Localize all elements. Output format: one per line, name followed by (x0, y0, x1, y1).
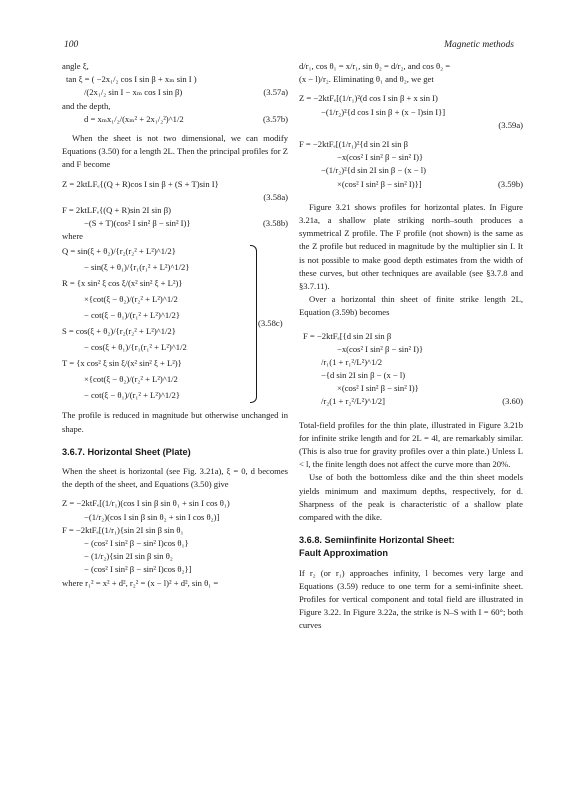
equation-line (299, 395, 523, 408)
equation-number: (3.58a) (263, 191, 288, 202)
equation-number: (3.59b) (497, 178, 523, 189)
equation-line (299, 178, 523, 191)
left-column (62, 60, 288, 590)
equation-number: (3.57b) (262, 113, 288, 124)
equation-line: −{d sin 2I sin β − (x − l) (321, 370, 406, 381)
equation-line: T = {x cos² ξ sin ξ/(x² sin² ξ + L²)} (62, 358, 182, 369)
paragraph: Figure 3.21 shows profiles for horizontal plates. In Figure 3.21a, a shallow plate striking north–south produces a symmetrical Z profile. The F profile (not shown) is the same as the Z profile but reduced in magnitude by the multiplier sin I. It is not possible to make good depth estimates from the width of these curves, but other techniques are available (see §3.7.8 and §3.7.11). (299, 201, 523, 291)
equation-line: −(1/r₂)(cos I sin β sin θ₂ + sin I cos θ₂)] (84, 511, 220, 522)
equation-line: F = −2ktFₑ[(1/r₁)²{d sin 2I sin β (299, 138, 409, 149)
equation-text: /r₂(1 + r₂²/L²)^1/2] (321, 396, 385, 407)
equation-line: ×{cot(ξ − θ₂)/(r₂² + L²)^1/2 (84, 294, 178, 305)
section-heading: Fault Approximation (299, 548, 388, 559)
equation-line: F = −2ktFₑ[(1/r₁){sin 2I sin β sin θ₁ (62, 524, 184, 535)
equation-line: − cos(ξ + θ₁)/{r₁(r₁² + L²)^1/2 (84, 342, 187, 353)
paragraph: The profile is reduced in magnitude but otherwise unchanged in shape. (62, 410, 288, 434)
equation-line: −x(cos² I sin² β − sin² I)} (337, 343, 424, 354)
right-column (299, 60, 523, 633)
paragraph: Use of both the bottomless dike and the thin sheet models yields minimum and maximum depths, respectively, for d. Sharpness of the peak is characteristic of a shallow plate compared with the dike. (299, 472, 523, 523)
equation-number: (3.57a) (263, 87, 288, 98)
text-line: d/r₁, cos θ₁ = x/r₁, sin θ₂ = d/r₂, and cos θ₂ = (299, 61, 451, 71)
equation-line: F = −2ktFₑ[{d sin 2I sin β (303, 330, 392, 341)
equation-line (62, 191, 288, 204)
equation-line: Z = −2ktFₑ[(1/r₁)(cos I sin β sin θ₁ + sin I cos θ₁) (62, 498, 230, 509)
equation-line: tan ξ = ( −2x₁/₂ cos I sin β + xₘ sin I ) (66, 74, 197, 85)
text-line: and the depth, (62, 100, 111, 111)
section-heading: 3.6.7. Horizontal Sheet (Plate) (62, 446, 191, 457)
equation-line: ×(cos² I sin² β − sin² I)} (337, 383, 419, 394)
equation-line: S = cos(ξ + θ₂)/{r₂(r₂² + L²)^1/2} (62, 326, 176, 337)
text-line: angle ξ, (62, 61, 89, 71)
equation-number: (3.58b) (262, 218, 288, 229)
equation-line: Z = 2ktLFₑ{(Q + R)cos I sin β + (S + T)sin I} (62, 178, 219, 189)
equation-line: F = 2ktLFₑ{(Q + R)sin 2I sin β) (62, 204, 171, 215)
text-line: where r₁² = x² + d², r₂² = (x − l)² + d², sin θ₁ = (62, 577, 219, 588)
text-line: (x − l)/r₂. Eliminating θ₁ and θ₂, we get (299, 74, 434, 85)
equation-line: −x(cos² I sin² β − sin² I)} (337, 152, 424, 163)
equation-line: Q = sin(ξ + θ₂)/{r₂(r₂² + L²)^1/2} (62, 246, 176, 257)
paragraph: Total-field profiles for the thin plate, illustrated in Figure 3.21b for infinite strike length and for 2L = 4l, are remarkably similar. (This is also true for gravity profiles over a thin plate.) Unless L < l, the finite length does not affect the curve more than 20%. (299, 419, 523, 470)
equation-line (299, 119, 523, 132)
equation-line: − cot(ξ − θ₁)/(r₁² + L²)^1/2} (84, 310, 180, 321)
running-title: Magnetic methods (444, 40, 514, 50)
equation-line: − (cos² I sin² β − sin² I)cos θ₁} (84, 538, 189, 549)
equation-number: (3.59a) (498, 119, 523, 130)
equation-text: /(2x₁/₂ sin I − xₘ cos I sin β) (84, 87, 183, 98)
equation-line: R = {x sin² ξ cos ξ/(x² sin² ξ + L²)} (62, 278, 183, 289)
right-brace (250, 245, 257, 403)
equation-text: −(S + T)(cos² I sin² β − sin² I)} (84, 218, 191, 229)
text-line: where (62, 231, 83, 242)
equation-line: Z = −2ktFₑ[(1/r₁)²(d cos I sin β + x sin I) (299, 93, 438, 104)
equation-line (62, 217, 288, 230)
equation-text: ×(cos² I sin² β − sin² I)}] (337, 178, 422, 189)
paragraph: If r₂ (or r₁) approaches infinity, l becomes very large and Equations (3.59) reduce to one term for a semi-infinite sheet. Profiles for vertical component and total field are illustrated in Figure 3.22. In Figure 3.22a, the strike is N–S with I = 60°; both curves (299, 567, 523, 631)
paragraph: Over a horizontal thin sheet of finite strike length 2L, Equation (3.59b) becomes (299, 294, 523, 318)
paragraph: When the sheet is horizontal (see Fig. 3.21a), ξ = 0, d becomes the depth of the sheet, and Equations (3.50) give (62, 466, 288, 490)
equation-line: −(1/r₂)²{d sin 2I sin β − (x − l) (321, 165, 426, 176)
equation-line: − (cos² I sin² β − sin² I)cos θ₂}] (84, 564, 192, 575)
equation-line: /r₁(1 + r₁²/L²)^1/2 (321, 356, 383, 367)
equation-line: ×{cot(ξ − θ₂)/(r₂² + L²)^1/2 (84, 374, 178, 385)
equation-line: − cot(ξ − θ₁)/(r₁² + L²)^1/2} (84, 390, 180, 401)
equation-line (62, 86, 288, 99)
equation-text: d = xₘx₁/₂/(xₘ² + 2x₁/₂²)^1/2 (84, 113, 184, 124)
equation-line: −(1/r₂)²{d cos I sin β + (x − l)sin I}] (321, 106, 446, 117)
equation-number: (3.58c) (258, 318, 283, 329)
equation-line (62, 113, 288, 126)
page-number: 100 (64, 40, 79, 50)
section-heading: 3.6.8. Semiinfinite Horizontal Sheet: (299, 535, 455, 546)
equation-number: (3.60) (502, 396, 523, 407)
equation-line: − (1/r₂){sin 2I sin β sin θ₂ (84, 551, 173, 562)
paragraph: When the sheet is not two dimensional, we can modify Equations (3.50) for a length 2L. Then the principal profiles for Z and F become (62, 132, 288, 170)
equation-group-3-58c (62, 243, 288, 403)
equation-line: − sin(ξ + θ₁)/{r₁(r₁² + L²)^1/2} (84, 262, 190, 273)
